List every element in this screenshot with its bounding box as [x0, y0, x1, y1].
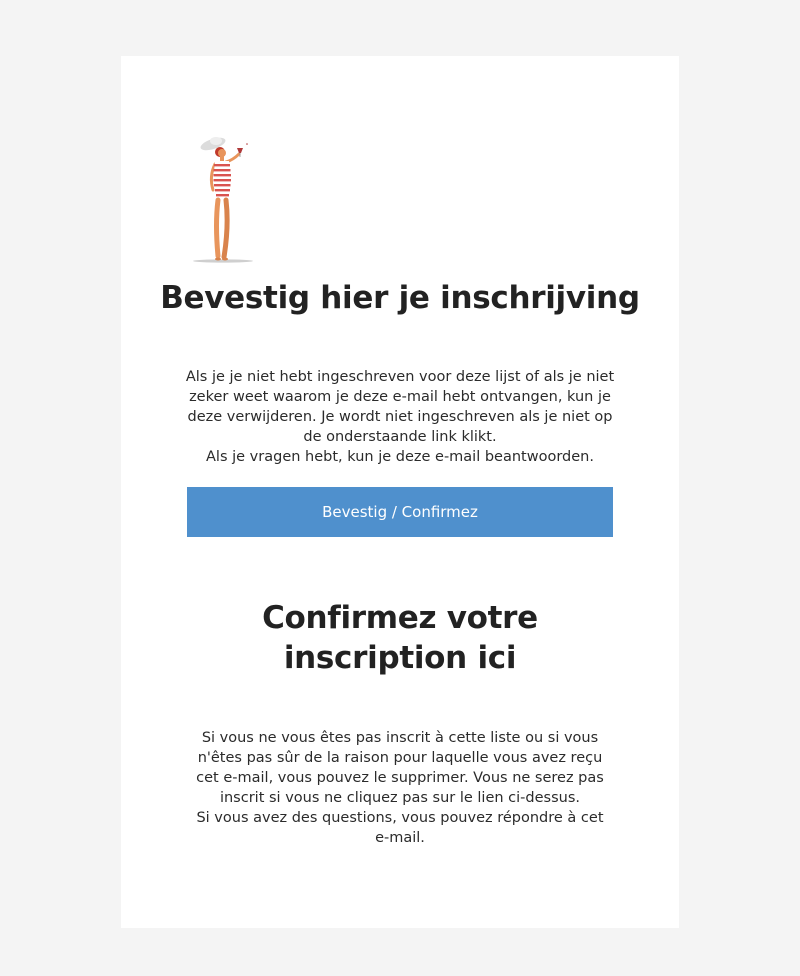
email-card — [121, 56, 679, 928]
nl-body-paragraph: Als je je niet hebt ingeschreven voor deze lijst of als je niet zeker weet waarom je deze e-mail hebt ontvangen, kun je deze verwijderen. Je wordt niet ingeschreven als je niet op de onderstaande link klikt. — [185, 369, 615, 445]
fr-body-text — [189, 728, 611, 848]
fr-body-paragraph: Si vous ne vous êtes pas inscrit à cette liste ou si vous n'êtes pas sûr de la raison pour laquelle vous avez reçu cet e-mail, vous pouvez le supprimer. Vous ne serez pas inscrit si vous ne cliquez pas sur le lien ci-dessus. — [196, 730, 604, 806]
nl-body-reply-note: Als je vragen hebt, kun je deze e-mail beantwoorden. — [206, 449, 594, 465]
fr-title: Confirmez votre inscription ici — [262, 600, 538, 676]
nl-title: Bevestig hier je inschrijving — [160, 280, 640, 316]
woman-swimsuit-illustration — [191, 134, 257, 264]
nl-body-text — [181, 367, 619, 467]
fr-body-reply-note: Si vous avez des questions, vous pouvez répondre à cet e-mail. — [196, 810, 604, 846]
confirm-subscription-button[interactable]: Bevestig / Confirmez — [187, 487, 613, 537]
